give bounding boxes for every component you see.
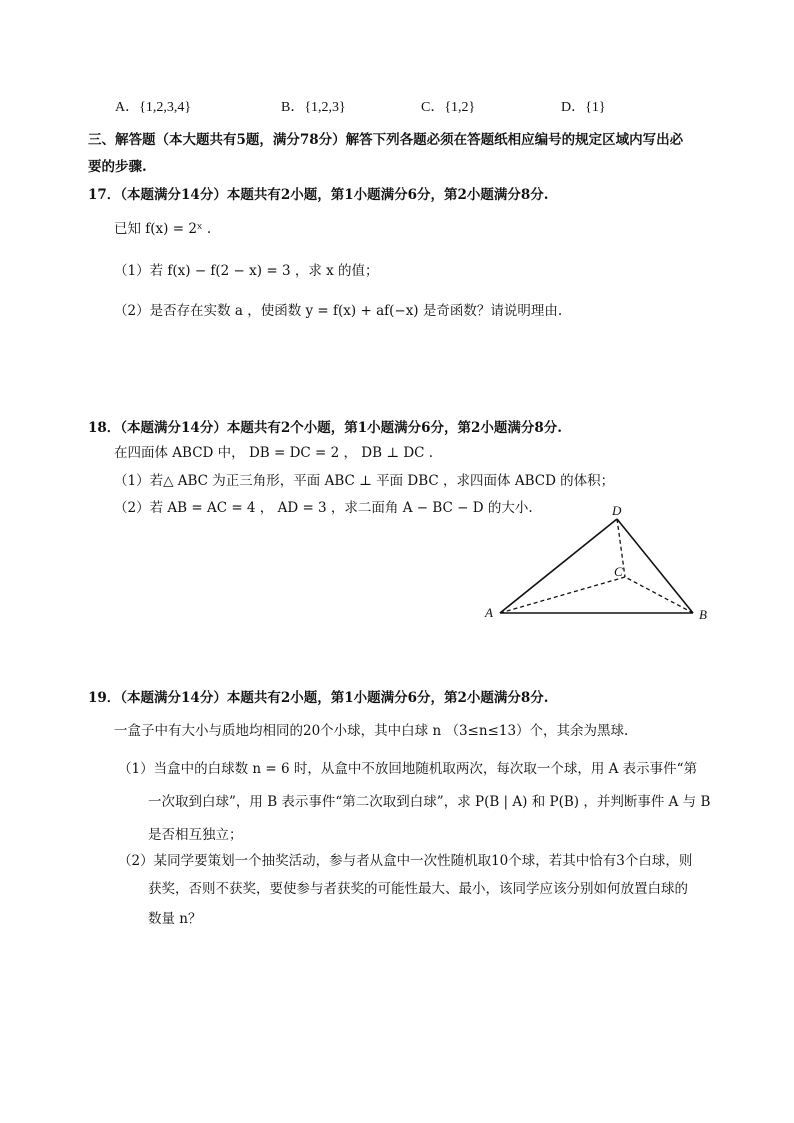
q19-part1-line1: （1）当盒中的白球数 n = 6 时，从盒中不放回地随机取两次，每次取一个球，用 A 表示事件“第 <box>118 761 698 777</box>
vertex-label-b: B <box>699 607 707 622</box>
q17-given: 已知 f(x) = 2ˣ . <box>114 221 212 237</box>
edge-bc-hidden <box>625 577 693 613</box>
q18-given: 在四面体 ABCD 中， DB = DC = 2 ， DB ⊥ DC . <box>114 445 434 461</box>
choice-b: B．{1,2,3} <box>281 100 346 115</box>
q18-part2: （2）若 AB = AC = 4 ， AD = 3 ，求二面角 A − BC − D 的大小. <box>114 500 533 516</box>
vertex-label-c: C <box>614 564 623 579</box>
q18-header: 18．（本题满分14分）本题共有2个小题，第1小题满分6分，第2小题满分8分. <box>88 420 562 436</box>
choice-c: C．{1,2} <box>421 100 476 115</box>
q19-given: 一盒子中有大小与质地均相同的20个小球，其中白球 n （3≤n≤13）个，其余为黑球. <box>114 723 629 739</box>
q19-part2-line1: （2）某同学要策划一个抽奖活动，参与者从盒中一次性随机取10个球，若其中恰有3个白球，则 <box>118 853 693 869</box>
q19-part2-line3: 数量 n？ <box>148 911 202 927</box>
q17-part2: （2）是否存在实数 a ，使函数 y = f(x) + af(−x) 是奇函数？请说明理由. <box>114 303 563 319</box>
q19-header: 19．（本题满分14分）本题共有2小题，第1小题满分6分，第2小题满分8分. <box>88 690 549 706</box>
q17-header: 17．（本题满分14分）本题共有2小题，第1小题满分6分，第2小题满分8分. <box>88 187 549 203</box>
edge-ad <box>500 519 617 613</box>
edge-ac-hidden <box>500 577 625 613</box>
choice-d: D．{1} <box>561 100 606 115</box>
choice-a: A．{1,2,3,4} <box>115 100 192 115</box>
edge-db <box>617 519 693 613</box>
q19-part1-line3: 是否相互独立； <box>148 827 243 843</box>
section3-heading-line2: 要的步骤. <box>88 159 147 175</box>
q18-part1: （1）若△ ABC 为正三角形，平面 ABC ⊥ 平面 DBC ，求四面体 ABCD 的体积； <box>114 473 615 489</box>
tetrahedron-figure <box>480 498 720 630</box>
vertex-label-a: A <box>485 605 493 620</box>
q19-part2-line2: 获奖，否则不获奖，要使参与者获奖的可能性最大、最小，该同学应该分别如何放置白球的 <box>148 881 688 897</box>
q19-part1-line2: 一次取到白球”，用 B 表示事件“第二次取到白球”，求 P(B | A) 和 P(B) ，并判断事件 A 与 B <box>148 794 711 810</box>
vertex-label-d: D <box>612 503 622 518</box>
q17-part1: （1）若 f(x) − f(2 − x) = 3 ，求 x 的值； <box>114 263 379 279</box>
section3-heading-line1: 三、解答题（本大题共有5题，满分78分）解答下列各题必须在答题纸相应编号的规定区域内写出必 <box>88 132 684 148</box>
